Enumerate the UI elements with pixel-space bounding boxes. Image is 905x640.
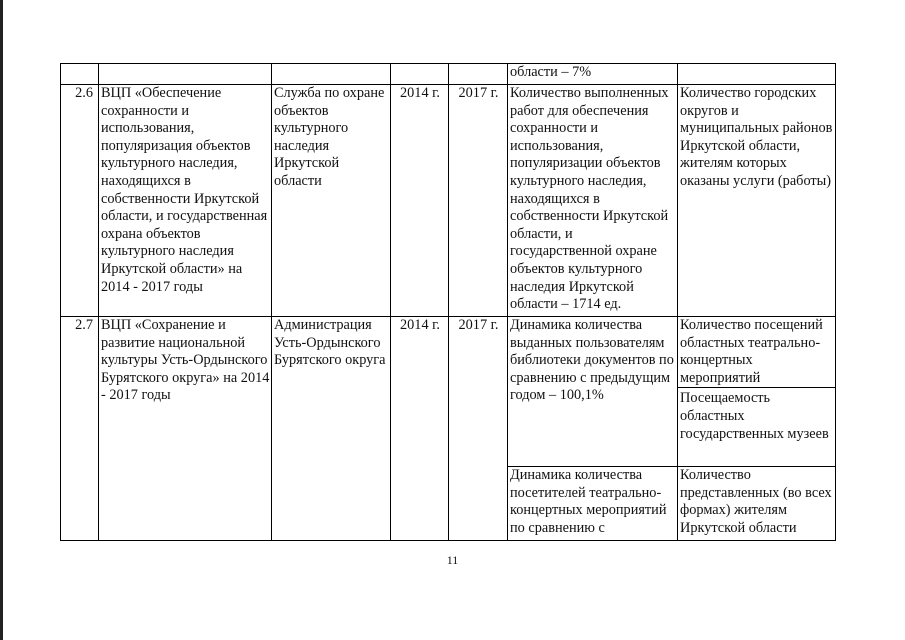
program-name: ВЦП «Сохранение и развитие национальной культуры Усть-Ордынского Бурятского округа» на 2014 - 2017 годы — [99, 317, 272, 541]
target-indicator: Динамика количества посетителей театрально-концертных мероприятий по сравнению с — [508, 467, 678, 541]
cell-indicator: области – 7% — [508, 64, 678, 85]
table-row-2-7 — [61, 317, 836, 467]
service-indicator: Количество посещений областных театрально-концертных мероприятий — [680, 317, 823, 386]
target-indicator: Количество выполненных работ для обеспечения сохранности и использования, популяризации объектов культурного наследия, находящихся в собственности Иркутской области, и государственной охране объектов культурного наследия Иркутской области – 1714 ед. — [508, 85, 678, 317]
service-indicator-group — [678, 317, 836, 467]
cell-service — [678, 64, 836, 85]
target-indicator: Динамика количества выданных пользователям библиотеки документов по сравнению с предыдущим годом – 100,1% — [508, 317, 678, 467]
table-row-continuation — [61, 64, 836, 85]
cell-start-year — [391, 64, 449, 85]
scan-left-edge — [0, 0, 3, 640]
end-year: 2017 г. — [449, 317, 508, 541]
service-indicator: Количество городских округов и муниципальных районов Иркутской области, жителям которых оказаны услуги (работы) — [678, 85, 836, 317]
row-number: 2.7 — [61, 317, 99, 541]
executor-name: Администрация Усть-Ордынского Бурятского округа — [272, 317, 391, 541]
cell-num — [61, 64, 99, 85]
program-table — [60, 63, 836, 541]
service-indicator: Посещаемость областных государственных музеев — [678, 387, 835, 443]
end-year: 2017 г. — [449, 85, 508, 317]
cell-end-year — [449, 64, 508, 85]
cell-executor — [272, 64, 391, 85]
start-year: 2014 г. — [391, 317, 449, 541]
program-name: ВЦП «Обеспечение сохранности и использования, популяризация объектов культурного наследия, находящихся в собственности Иркутской области, и государственная охрана объектов культурного наследия Иркутской области» на 2014 - 2017 годы — [99, 85, 272, 317]
page-number: 11 — [446, 553, 459, 567]
service-indicator: Количество представленных (во всех формах) жителям Иркутской области — [678, 467, 836, 541]
table-row-2-6 — [61, 85, 836, 317]
row-number: 2.6 — [61, 85, 99, 317]
executor-name: Служба по охране объектов культурного наследия Иркутской области — [272, 85, 391, 317]
start-year: 2014 г. — [391, 85, 449, 317]
cell-program — [99, 64, 272, 85]
